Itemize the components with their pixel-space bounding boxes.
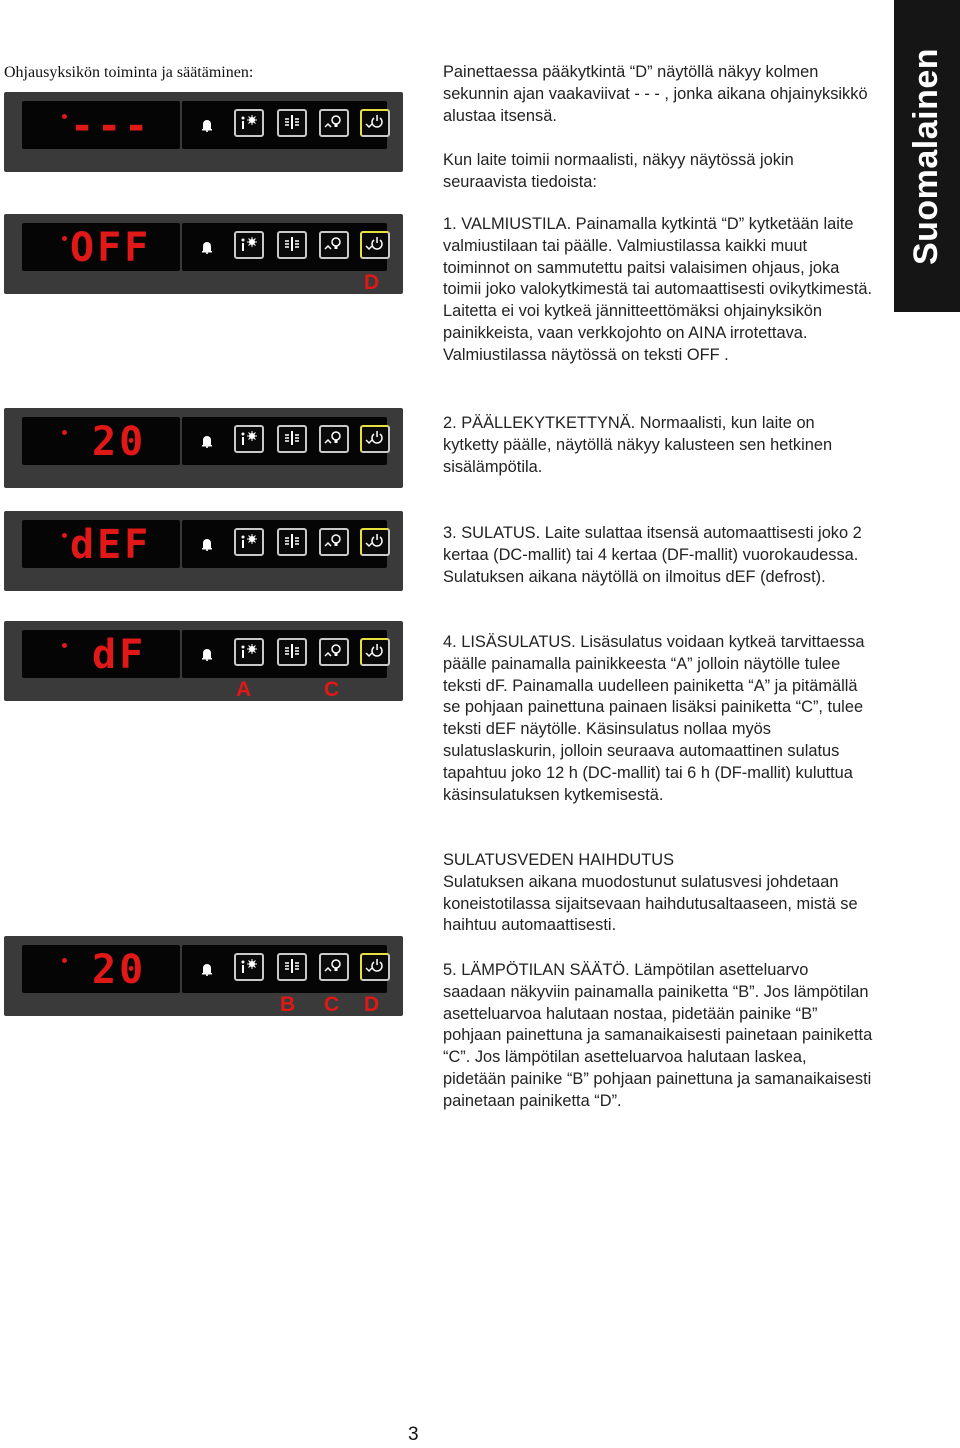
display-digits: 20 [92, 419, 147, 465]
button-marker: C [324, 678, 340, 701]
button-marker: D [364, 271, 380, 294]
keypad [182, 101, 387, 149]
lamp-button[interactable] [319, 231, 349, 259]
led-display [22, 417, 180, 465]
indicator-dot [62, 236, 67, 241]
keypad [182, 417, 387, 465]
led-display [22, 101, 180, 149]
info-light-button[interactable] [234, 231, 264, 259]
temperature-button[interactable] [277, 528, 307, 556]
keypad [182, 945, 387, 993]
button-marker: B [280, 993, 296, 1016]
lamp-button[interactable] [319, 953, 349, 981]
alarm-bell-icon [201, 537, 213, 551]
button-marker: C [324, 993, 340, 1016]
control-panel [4, 214, 403, 294]
alarm-bell-icon [201, 434, 213, 448]
paragraph-text: 2. PÄÄLLEKYTKETTYNÄ. Normaalisti, kun laite on kytketty päälle, näytöllä näkyy kalusteen sen hetkinen sisälämpötila. [443, 414, 833, 476]
indicator-dot [62, 114, 67, 119]
button-marker: A [236, 678, 252, 701]
control-panel [4, 511, 403, 591]
paragraph-text: 5. LÄMPÖTILAN SÄÄTÖ. Lämpötilan asetteluarvo saadaan näkyviin painamalla painiketta “B”. Jos lämpötilan asetteluarvoa halutaan nostaa, pidetään painike “B” pohjaan painettuna ja samanaikaisesti painetaan painiketta “C”. Jos lämpötilan asetteluarvoa halutaan laskea, pidetään painike “B” pohjaan painettuna ja samanaikaisesti painetaan painiketta “D”. [443, 961, 873, 1110]
led-display [22, 520, 180, 568]
paragraph-defrost [443, 523, 873, 588]
paragraph-text: 4. LISÄSULATUS. Lisäsulatus voidaan kytkeä tarvittaessa päälle painamalla painikkeesta “A” jolloin näytölle tulee teksti dF. Painamalla uudelleen painiketta “A” ja pitämällä se pohjaan painettuna painaen lisäksi painiketta “C”, tulee teksti dEF näytölle. Käsinsulatus nollaa myös sulatuslaskurin, jolloin seuraava automaattinen sulatus tapahtuu joko 12 h (DC-mallit) tai 6 h (DF-mallit) kuluttua käsinsulatuksen kytkemisestä. [443, 633, 865, 804]
power-button[interactable] [360, 638, 390, 666]
lamp-button[interactable] [319, 109, 349, 137]
lamp-button[interactable] [319, 528, 349, 556]
info-light-button[interactable] [234, 109, 264, 137]
language-tab [894, 0, 960, 312]
paragraph-extra-defrost [443, 632, 873, 806]
display-digits: OFF [70, 225, 152, 271]
indicator-dot [62, 643, 67, 648]
control-panel [4, 408, 403, 488]
power-button[interactable] [360, 109, 390, 137]
paragraph-text: Sulatuksen aikana muodostunut sulatusvesi johdetaan koneistotilassa sijaitsevaan haihdutusaltaaseen, mistä se haihtuu automaattisesti. [443, 872, 858, 935]
display-digits: dF [92, 632, 147, 678]
display-digits: dEF [70, 522, 152, 568]
temperature-button[interactable] [277, 638, 307, 666]
power-button[interactable] [360, 528, 390, 556]
paragraph-text: Kun laite toimii normaalisti, näkyy näytössä jokin seuraavista tiedoista: [443, 151, 794, 191]
power-button[interactable] [360, 231, 390, 259]
alarm-bell-icon [201, 962, 213, 976]
language-tab-label: Suomalainen [907, 47, 946, 265]
info-light-button[interactable] [234, 638, 264, 666]
alarm-bell-icon [201, 240, 213, 254]
button-marker: D [364, 993, 380, 1016]
display-digits: --- [70, 103, 152, 149]
led-display [22, 630, 180, 678]
info-light-button[interactable] [234, 425, 264, 453]
led-display [22, 945, 180, 993]
paragraph-heading: SULATUSVEDEN HAIHDUTUS [443, 851, 675, 869]
indicator-dot [62, 533, 67, 538]
indicator-dot [62, 958, 67, 963]
alarm-bell-icon [201, 647, 213, 661]
lamp-button[interactable] [319, 425, 349, 453]
paragraph-temperature [443, 960, 873, 1113]
lamp-button[interactable] [319, 638, 349, 666]
paragraph-text: 3. SULATUS. Laite sulattaa itsensä automaattisesti joko 2 kertaa (DC-mallit) tai 4 kertaa (DF-mallit) vuorokaudessa. Sulatuksen aikana näytöllä on ilmoitus dEF (defrost). [443, 524, 862, 586]
power-button[interactable] [360, 425, 390, 453]
info-light-button[interactable] [234, 953, 264, 981]
temperature-button[interactable] [277, 109, 307, 137]
display-digits: 20 [92, 947, 147, 993]
control-panel [4, 92, 403, 172]
temperature-button[interactable] [277, 231, 307, 259]
alarm-bell-icon [201, 118, 213, 132]
paragraph-on [443, 413, 873, 478]
power-button[interactable] [360, 953, 390, 981]
paragraph-text: 1. VALMIUSTILA. Painamalla kytkintä “D” kytketään laite valmiustilaan tai päälle. Valmiustilassa kaikki muut toiminnot on sammutettu paitsi valaisimen ohjaus, joka toimii joko valokytkimestä tai automaattisesti ovikytkimestä. Laitetta ei voi kytkeä jännitteettömäksi ohjainyksikön painikkeista, vaan verkkojohto on AINA irrotettava. Valmiustilassa näytössä on teksti OFF . [443, 215, 873, 364]
paragraph-intro [443, 150, 873, 194]
led-display [22, 223, 180, 271]
control-panel [4, 936, 403, 1016]
page-number: 3 [408, 1424, 419, 1445]
paragraph-evaporation [443, 850, 873, 937]
keypad [182, 630, 387, 678]
paragraph-init [443, 62, 873, 127]
paragraph-text: Painettaessa pääkytkintä “D” näytöllä näkyy kolmen sekunnin ajan vaakaviivat - - - , jonka aikana ohjainyksikkö alustaa itsensä. [443, 63, 868, 125]
temperature-button[interactable] [277, 425, 307, 453]
indicator-dot [62, 430, 67, 435]
paragraph-standby [443, 214, 873, 367]
keypad [182, 520, 387, 568]
info-light-button[interactable] [234, 528, 264, 556]
temperature-button[interactable] [277, 953, 307, 981]
keypad [182, 223, 387, 271]
section-title: Ohjausyksikön toiminta ja säätäminen: [4, 64, 254, 81]
control-panel [4, 621, 403, 701]
